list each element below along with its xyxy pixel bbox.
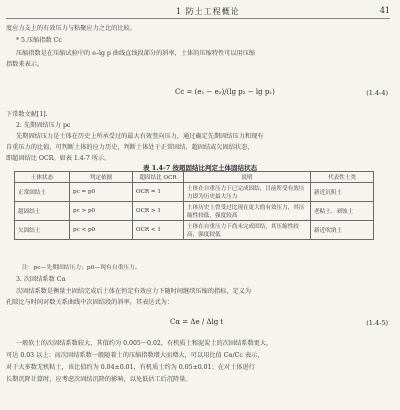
table-cell: pc > p0 <box>70 202 133 221</box>
text-line: 先期固结压力是土体在历史上所承受过的最大有效竖向压力，通过确定先期固结压力和现有 <box>16 133 264 140</box>
equation: Cα = Δe / Δlg t <box>170 318 224 326</box>
table-row <box>15 221 374 240</box>
text-line: * 5.压缩指数 Cc <box>16 37 62 44</box>
table-header-cell: 土体状态 <box>15 172 70 183</box>
table-cell: pc < p0 <box>70 221 133 240</box>
text-line: 次固结系数是衡量主固结完成后土体在恒定有效应力下随时间继续压缩的指标，定义为 <box>16 288 252 295</box>
table-cell: 正常固结土 <box>15 183 70 202</box>
table-cell: 土体在自重压力下已完成固结，目前所受有效压力即为历史最大压力 <box>184 183 311 202</box>
table-cell: 新近沉积土 <box>311 183 374 202</box>
page-header <box>6 6 390 19</box>
page-number: 41 <box>379 6 390 15</box>
table-note: 注：pc—先期固结压力；p0—现有自重压力。 <box>22 265 141 271</box>
text-line: 一般软土的次固结系数较大，其值约为 0.005～0.02，有机质土和泥炭土的次固结系数更大， <box>16 340 273 347</box>
table-cell: 超固结土 <box>15 202 70 221</box>
table-cell: 老粘土、剥蚀土 <box>311 202 374 221</box>
table-cell: 欠固结土 <box>15 221 70 240</box>
table-header-cell: 判定依据 <box>70 172 133 183</box>
equation-number: (1.4-4) <box>366 89 388 97</box>
table-row <box>15 183 374 202</box>
table-cell: OCR > 1 <box>133 202 184 221</box>
chapter-title: 1 防土工程概论 <box>176 7 240 16</box>
subsection-heading: 3. 次固结系数 Cα <box>16 276 66 283</box>
subsection-heading: 2. 先期固结压力 pc <box>16 122 71 129</box>
text-line: 长期沉降计算时，应考虑次固结沉降的影响，以免低估工后沉降量。 <box>6 376 192 383</box>
text-line: 压缩指数是在压缩试验中的 e–lg p 曲线直线段部分的斜率，土体的压缩特性可以用压缩 <box>16 50 256 57</box>
text-line: 即超固结比 OCR。如表 1.4-7 所示。 <box>6 155 111 162</box>
table-title: 表 1.4-7 按超固结比判定土体固结状态 <box>142 164 258 172</box>
table-cell: 土体在自重压力下尚未完成固结，其压缩性较高，强度较低 <box>184 221 311 240</box>
text-line: 度应力支上的有效压力与粘聚应力之比的比较。 <box>6 25 136 32</box>
section-heading: 下常数文献[1]. <box>6 111 48 118</box>
table-cell: OCR = 1 <box>133 183 184 202</box>
text-line: 对于大多数无机粘土，该比值约为 0.04±0.01，有机质土约为 0.05±0.01；在对土体进行 <box>6 364 255 371</box>
table-header-cell: 代表性土类 <box>311 172 374 183</box>
text-line: 指数来表示。 <box>6 61 44 68</box>
text-line: 自重压力的比值，可判断土体的应力历史，判断土体处于正常固结、超固结或欠固结状态， <box>6 144 254 151</box>
table-cell: 新近吹填土 <box>311 221 374 240</box>
table-row <box>15 202 374 221</box>
equation: Cc = (e₁ − e₂)/(lg p₂ − lg p₁) <box>175 88 275 96</box>
table-header-row <box>15 172 374 183</box>
table-cell: pc = p0 <box>70 183 133 202</box>
text-line: 孔隙比与时间对数关系曲线中次固结段的斜率，其表达式为： <box>6 299 174 306</box>
table-cell: OCR < 1 <box>133 221 184 240</box>
table-header-cell: 超固结比 OCR <box>133 172 184 183</box>
text-line: 可达 0.03 以上；而次固结系数一般随着土的压缩指数增大而增大，可以用比值 Cα/Cc 表示， <box>6 352 264 359</box>
table-cell: 土体历史上曾受过比现在更大的有效压力，其压缩性较低，强度较高 <box>184 202 311 221</box>
equation-number: (1.4-5) <box>366 319 388 327</box>
classification-table <box>14 171 374 240</box>
table-header-cell: 说明 <box>184 172 311 183</box>
